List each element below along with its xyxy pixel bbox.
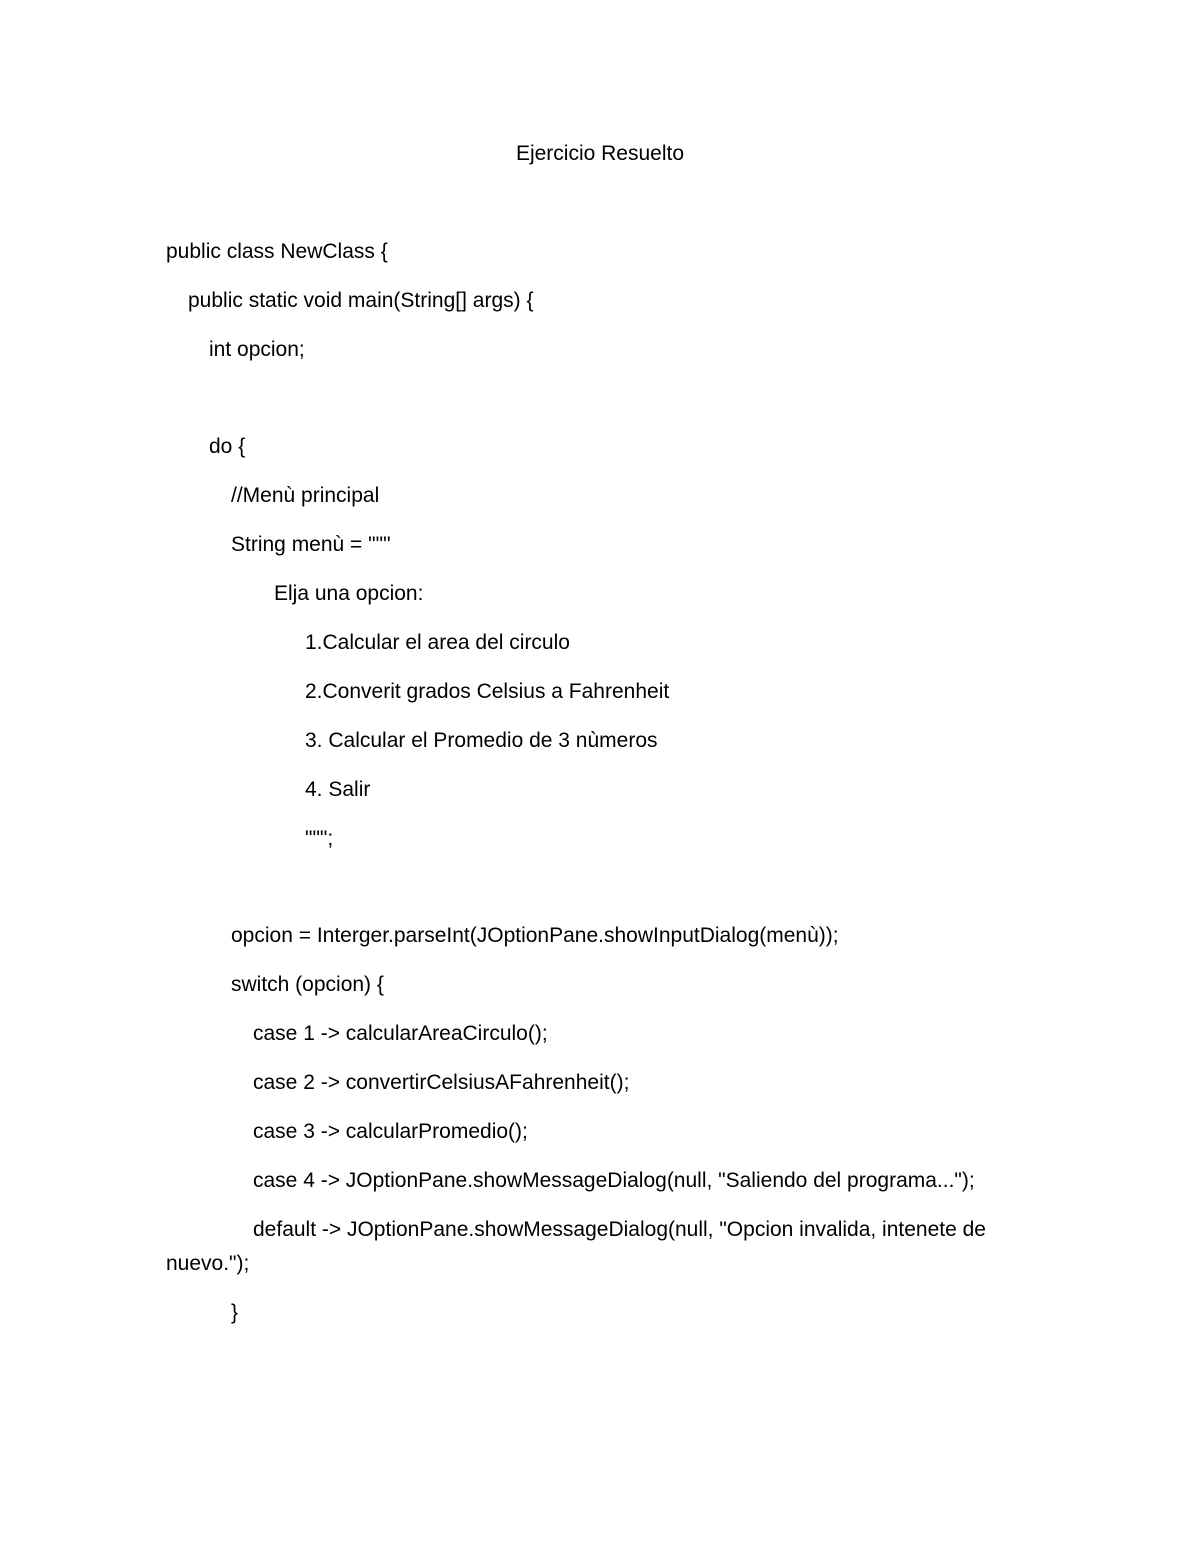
code-line-closing-brace: } [231, 1301, 239, 1324]
code-line-main-method: public static void main(String[] args) { [188, 289, 534, 312]
document-title: Ejercicio Resuelto [515, 142, 685, 165]
code-line-do: do { [209, 435, 246, 458]
code-line-string-menu: String menù = """ [231, 533, 391, 556]
code-line-text-block-end: """; [305, 827, 334, 850]
code-line-option-4: 4. Salir [305, 778, 371, 801]
code-line-class-declaration: public class NewClass { [166, 240, 388, 263]
code-line-case-3: case 3 -> calcularPromedio(); [253, 1120, 528, 1143]
code-line-default: default -> JOptionPane.showMessageDialog(null, "Opcion invalida, intenete de nuevo."); [166, 1218, 986, 1275]
code-line-option-3: 3. Calcular el Promedio de 3 nùmeros [305, 729, 658, 752]
code-line-option-1: 1.Calcular el area del circulo [305, 631, 570, 654]
code-line-case-4: case 4 -> JOptionPane.showMessageDialog(null, "Saliendo del programa..."); [253, 1169, 975, 1192]
code-line-int-opcion: int opcion; [209, 338, 305, 361]
code-line-elija-opcion: Elja una opcion: [274, 582, 424, 605]
code-line-option-2: 2.Converit grados Celsius a Fahrenheit [305, 680, 670, 703]
code-line-case-1: case 1 -> calcularAreaCirculo(); [253, 1022, 548, 1045]
code-line-case-2: case 2 -> convertirCelsiusAFahrenheit(); [253, 1071, 630, 1094]
code-line-comment-menu: //Menù principal [231, 484, 380, 507]
code-line-parse-input: opcion = Interger.parseInt(JOptionPane.showInputDialog(menù)); [231, 924, 839, 947]
code-line-switch: switch (opcion) { [231, 973, 384, 996]
